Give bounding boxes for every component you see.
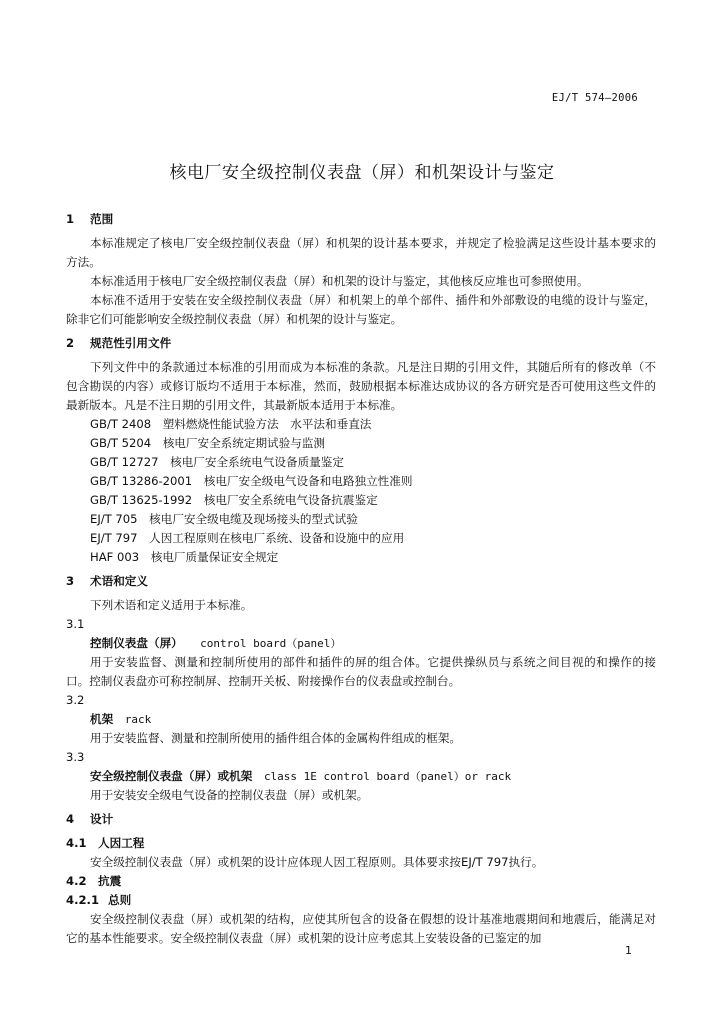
document-body [66, 210, 656, 948]
term-entry [66, 710, 656, 729]
term-entry [66, 634, 656, 653]
term-zh: 控制仪表盘（屏） [90, 636, 177, 650]
subsection-title: 人因工程 [98, 836, 145, 850]
section-number: 4 [66, 812, 75, 826]
term-zh: 安全级控制仪表盘（屏）或机架 [90, 769, 253, 783]
section-title: 范围 [90, 212, 114, 226]
paragraph: 本标准规定了核电厂安全级控制仪表盘（屏）和机架的设计基本要求，并规定了检验满足这些设计基本要求的方法。 [66, 236, 656, 269]
reference-item: GB/T 5204 核电厂安全系统定期试验与监测 [90, 436, 326, 450]
paragraph: 本标准不适用于安装在安全级控制仪表盘（屏）和机架上的单个部件、插件和外部敷设的电缆的设计与鉴定，除非它们可能影响安全级控制仪表盘（屏）和机架的设计与鉴定。 [66, 293, 656, 326]
term-en: control board（panel） [200, 637, 342, 650]
term-entry [66, 767, 656, 786]
reference-item: GB/T 12727 核电厂安全系统电气设备质量鉴定 [90, 455, 344, 469]
term-definition: 用于安装监督、测量和控制所使用的插件组合体的金属构件组成的框架。 [90, 731, 462, 745]
standard-code: EJ/T 574—2006 [551, 92, 638, 104]
reference-item: EJ/T 797 人因工程原则在核电厂系统、设备和设施中的应用 [90, 531, 405, 545]
section-number: 1 [66, 212, 75, 226]
reference-item: HAF 003 核电厂质量保证安全规定 [90, 550, 279, 564]
section-title: 术语和定义 [90, 574, 148, 588]
term-en: rack [124, 713, 152, 726]
term-zh: 机架 [90, 712, 114, 726]
subsection-number: 4.2 [66, 874, 87, 888]
subsection-number: 4.2.1 [66, 893, 100, 907]
reference-item: GB/T 13625-1992 核电厂安全系统电气设备抗震鉴定 [90, 493, 378, 507]
term-definition: 用于安装监督、测量和控制所使用的部件和插件的屏的组合体。它提供操纵员与系统之间目视的和操作的接口。控制仪表盘亦可称控制屏、控制开关板、附接操作台的仪表盘或控制台。 [66, 655, 656, 688]
subsection-heading [66, 891, 656, 910]
reference-item: GB/T 13286-2001 核电厂安全级电气设备和电路独立性准则 [90, 474, 413, 488]
section-number: 2 [66, 336, 75, 350]
section-title: 规范性引用文件 [90, 336, 172, 350]
section-heading [66, 334, 656, 353]
subsection-title: 总则 [108, 893, 132, 907]
subsection-heading [66, 834, 656, 853]
paragraph: 下列术语和定义适用于本标准。 [90, 598, 253, 612]
subsection-number: 4.1 [66, 836, 87, 850]
document-title: 核电厂安全级控制仪表盘（屏）和机架设计与鉴定 [169, 163, 555, 183]
section-title: 设计 [90, 812, 114, 826]
term-number: 3.3 [66, 750, 85, 764]
term-number: 3.1 [66, 617, 85, 631]
section-heading [66, 572, 656, 591]
section-heading [66, 210, 656, 229]
paragraph: 安全级控制仪表盘（屏）或机架的设计应体现人因工程原则。具体要求按EJ/T 797执行。 [90, 855, 544, 869]
subsection-heading [66, 872, 656, 891]
term-en: class 1E control board（panel）or rack [263, 770, 512, 783]
paragraph: 下列文件中的条款通过本标准的引用而成为本标准的条款。凡是注日期的引用文件，其随后所有的修改单（不包含勘误的内容）或修订版均不适用于本标准，然而，鼓励根据本标准达成协议的各方研究是否可使用这些文件的最新版本。凡是不注日期的引用文件，其最新版本适用于本标准。 [66, 360, 656, 412]
page-number: 1 [625, 944, 632, 957]
section-number: 3 [66, 574, 75, 588]
term-number: 3.2 [66, 693, 85, 707]
reference-item: EJ/T 705 核电厂安全级电缆及现场接头的型式试验 [90, 512, 358, 526]
section-heading [66, 810, 656, 829]
term-definition: 用于安装安全级电气设备的控制仪表盘（屏）或机架。 [90, 788, 369, 802]
paragraph: 本标准适用于核电厂安全级控制仪表盘（屏）和机架的设计与鉴定，其他核反应堆也可参照使用。 [90, 274, 589, 288]
paragraph: 安全级控制仪表盘（屏）或机架的结构，应使其所包含的设备在假想的设计基准地震期间和地震后，能满足对它的基本性能要求。安全级控制仪表盘（屏）或机架的设计应考虑其上安装设备的已鉴定的加 [66, 912, 656, 945]
subsection-title: 抗震 [98, 874, 122, 888]
reference-item: GB/T 2408 塑料燃烧性能试验方法 水平法和垂直法 [90, 417, 372, 431]
